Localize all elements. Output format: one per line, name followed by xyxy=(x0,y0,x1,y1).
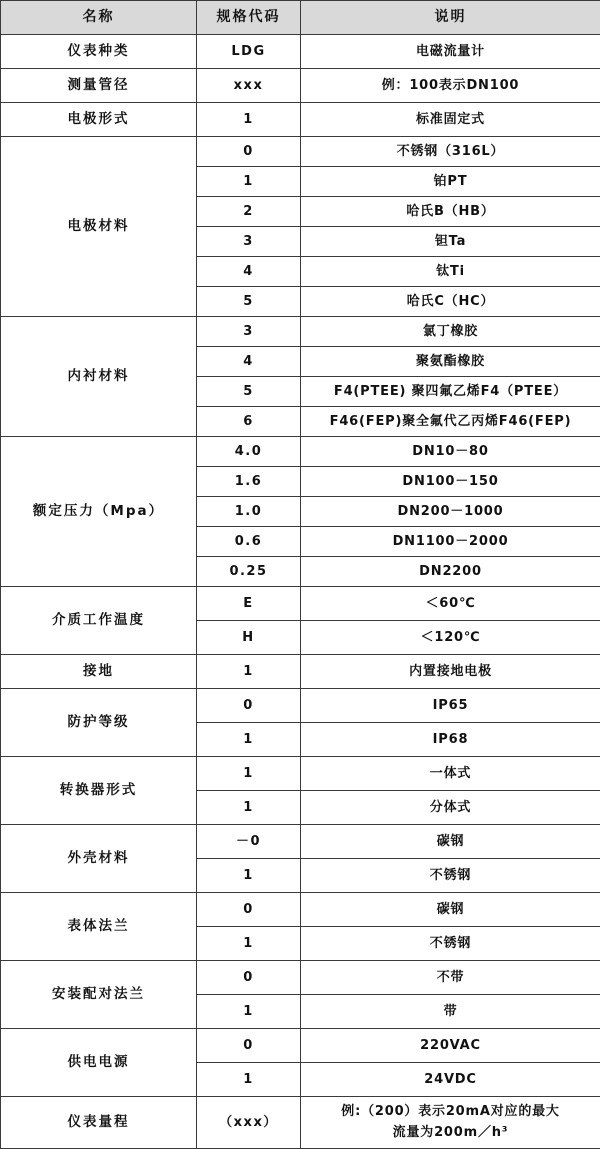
row-desc: 标准固定式 xyxy=(301,103,600,137)
row-name: 转换器形式 xyxy=(1,757,197,825)
row-desc: F4(PTEE) 聚四氟乙烯F4（PTEE） xyxy=(301,377,600,407)
row-name: 电极材料 xyxy=(1,137,197,317)
row-desc: 一体式 xyxy=(301,757,600,791)
row-name: 仪表种类 xyxy=(1,35,197,69)
table-row xyxy=(1,437,600,467)
row-name: 仪表量程 xyxy=(1,1097,197,1149)
table-row xyxy=(1,757,600,791)
table-row xyxy=(1,825,600,859)
row-desc: 带 xyxy=(301,995,600,1029)
row-desc: 聚氨酯橡胶 xyxy=(301,347,600,377)
table-row xyxy=(1,1029,600,1063)
row-desc: ＜120℃ xyxy=(301,621,600,655)
row-desc: IP65 xyxy=(301,689,600,723)
row-desc: 内置接地电极 xyxy=(301,655,600,689)
row-code: 0.25 xyxy=(197,557,301,587)
row-name: 内衬材料 xyxy=(1,317,197,437)
row-name: 接地 xyxy=(1,655,197,689)
row-name: 额定压力（Mpa） xyxy=(1,437,197,587)
row-code: 4 xyxy=(197,347,301,377)
row-desc: 不锈钢 xyxy=(301,927,600,961)
row-code: 0 xyxy=(197,893,301,927)
table-header xyxy=(1,1,600,35)
row-code: 2 xyxy=(197,197,301,227)
row-code: 1 xyxy=(197,927,301,961)
row-desc-line2: 流量为200m／h³ xyxy=(301,1123,600,1143)
row-code: 1 xyxy=(197,103,301,137)
row-desc: 哈氏B（HB） xyxy=(301,197,600,227)
table-row xyxy=(1,961,600,995)
table-row xyxy=(1,893,600,927)
table-row xyxy=(1,35,600,69)
row-code: 4.0 xyxy=(197,437,301,467)
header-desc: 说明 xyxy=(301,1,600,35)
row-desc xyxy=(301,1097,600,1149)
row-code: 0 xyxy=(197,961,301,995)
table-row xyxy=(1,655,600,689)
table-row xyxy=(1,103,600,137)
row-code: E xyxy=(197,587,301,621)
row-code: 1.0 xyxy=(197,497,301,527)
row-desc: F46(FEP)聚全氟代乙丙烯F46(FEP) xyxy=(301,407,600,437)
row-desc: 碳钢 xyxy=(301,825,600,859)
row-code: 0 xyxy=(197,137,301,167)
row-code: 1 xyxy=(197,757,301,791)
row-code: 1 xyxy=(197,791,301,825)
header-name: 名称 xyxy=(1,1,197,35)
header-row xyxy=(1,1,600,35)
row-desc: IP68 xyxy=(301,723,600,757)
row-code: 1 xyxy=(197,859,301,893)
row-code: 6 xyxy=(197,407,301,437)
row-desc: 铂PT xyxy=(301,167,600,197)
row-name: 安装配对法兰 xyxy=(1,961,197,1029)
header-code: 规格代码 xyxy=(197,1,301,35)
row-code: －0 xyxy=(197,825,301,859)
row-desc: 220VAC xyxy=(301,1029,600,1063)
row-desc-line1: 例:（200）表示20mA对应的最大 xyxy=(301,1102,600,1122)
row-desc: 碳钢 xyxy=(301,893,600,927)
row-code: H xyxy=(197,621,301,655)
table-row xyxy=(1,69,600,103)
row-desc: DN2200 xyxy=(301,557,600,587)
row-desc: 分体式 xyxy=(301,791,600,825)
row-desc: ＜60℃ xyxy=(301,587,600,621)
row-code: 1.6 xyxy=(197,467,301,497)
row-desc: 钽Ta xyxy=(301,227,600,257)
row-desc: 例：100表示DN100 xyxy=(301,69,600,103)
row-name: 外壳材料 xyxy=(1,825,197,893)
row-code: 0.6 xyxy=(197,527,301,557)
row-code: 4 xyxy=(197,257,301,287)
row-code: 0 xyxy=(197,689,301,723)
row-name: 测量管径 xyxy=(1,69,197,103)
row-code: 1 xyxy=(197,723,301,757)
row-code: LDG xyxy=(197,35,301,69)
row-code: 1 xyxy=(197,995,301,1029)
row-code: 0 xyxy=(197,1029,301,1063)
row-desc: 不锈钢（316L） xyxy=(301,137,600,167)
table-row xyxy=(1,587,600,621)
row-desc: DN100－150 xyxy=(301,467,600,497)
table-row xyxy=(1,689,600,723)
row-desc: 不带 xyxy=(301,961,600,995)
row-desc: 哈氏C（HC） xyxy=(301,287,600,317)
row-desc: 氯丁橡胶 xyxy=(301,317,600,347)
row-code: 1 xyxy=(197,1063,301,1097)
row-desc: 钛Ti xyxy=(301,257,600,287)
row-code: 5 xyxy=(197,377,301,407)
table-row xyxy=(1,1097,600,1149)
row-name: 介质工作温度 xyxy=(1,587,197,655)
table-row xyxy=(1,317,600,347)
row-name: 防护等级 xyxy=(1,689,197,757)
row-name: 表体法兰 xyxy=(1,893,197,961)
row-code: 1 xyxy=(197,167,301,197)
row-name: 电极形式 xyxy=(1,103,197,137)
row-desc: DN1100－2000 xyxy=(301,527,600,557)
row-code: 1 xyxy=(197,655,301,689)
row-desc: 电磁流量计 xyxy=(301,35,600,69)
row-desc: DN200－1000 xyxy=(301,497,600,527)
table-body xyxy=(1,35,600,1149)
row-code: 3 xyxy=(197,317,301,347)
table-row xyxy=(1,137,600,167)
row-code: xxx xyxy=(197,69,301,103)
row-code: （xxx） xyxy=(197,1097,301,1149)
row-code: 3 xyxy=(197,227,301,257)
row-desc: 24VDC xyxy=(301,1063,600,1097)
row-name: 供电电源 xyxy=(1,1029,197,1097)
row-desc: DN10－80 xyxy=(301,437,600,467)
row-code: 5 xyxy=(197,287,301,317)
row-desc: 不锈钢 xyxy=(301,859,600,893)
